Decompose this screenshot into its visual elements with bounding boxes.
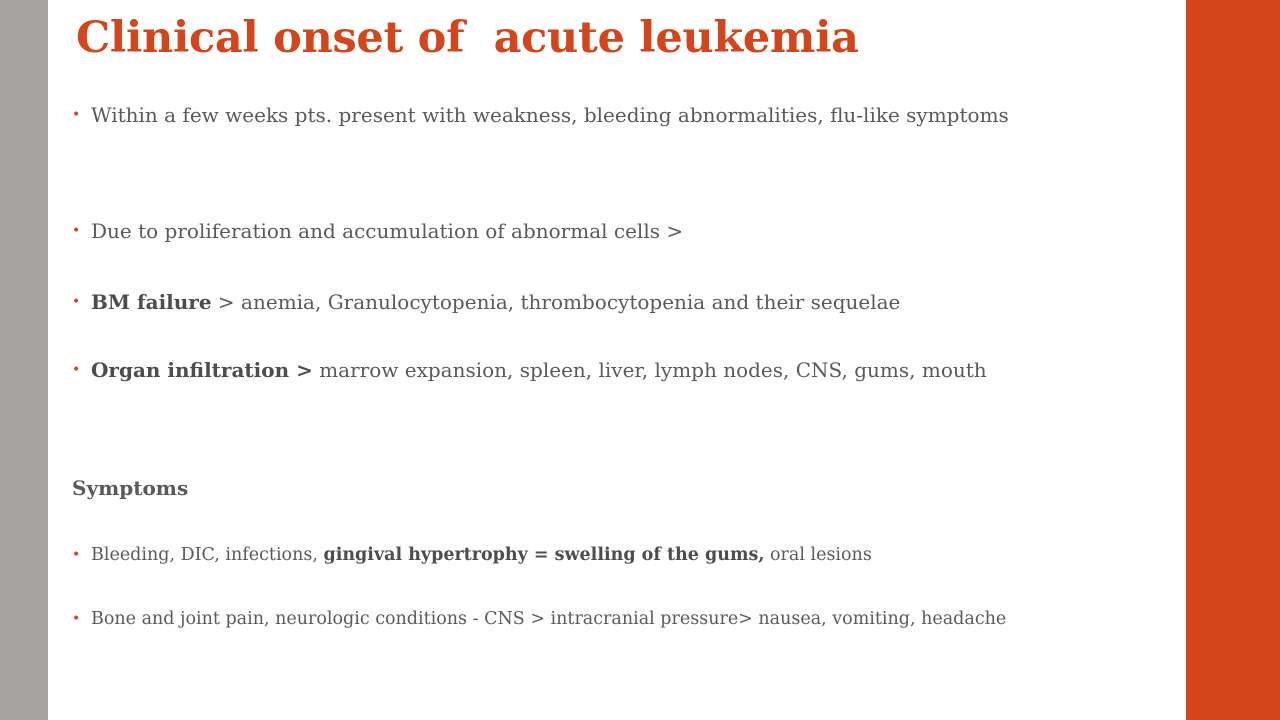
bold-term: Organ infiltration >	[91, 358, 313, 382]
bullet-text	[91, 278, 1141, 326]
bullet-icon: •	[72, 223, 81, 239]
slide-title: Clinical onset of acute leukemia	[76, 13, 859, 63]
bullet-rest: marrow expansion, spleen, liver, lymph nodes, CNS, gums, mouth	[312, 358, 987, 382]
symptom-pre: Bleeding, DIC, infections,	[91, 545, 324, 565]
symptom-text: Bone and joint pain, neurologic conditions - CNS > intracranial pressure> nausea, vomiting, headache	[91, 609, 1007, 629]
bullet-rest: > anemia, Granulocytopenia, thrombocytopenia and their sequelae	[211, 290, 901, 314]
bullet-text: Due to proliferation and accumulation of abnormal cells >	[91, 219, 684, 243]
bullet-text	[91, 346, 1141, 394]
symptom-text	[91, 534, 1141, 576]
bullet-icon: •	[72, 611, 81, 627]
bullet-icon: •	[72, 547, 81, 563]
left-side-bar	[0, 0, 48, 720]
bold-term: BM failure	[91, 290, 212, 314]
bullet-icon: •	[72, 362, 81, 378]
symptoms-heading: Symptoms	[72, 476, 189, 500]
bullet-icon: •	[72, 107, 81, 123]
symptom-post: oral lesions	[764, 545, 872, 565]
bold-term: gingival hypertrophy = swelling of the gums,	[323, 545, 765, 565]
bullet-icon: •	[72, 294, 81, 310]
bullet-text: Within a few weeks pts. present with weakness, bleeding abnormalities, flu-like symptoms	[91, 103, 1009, 127]
right-accent-bar	[1186, 0, 1280, 720]
